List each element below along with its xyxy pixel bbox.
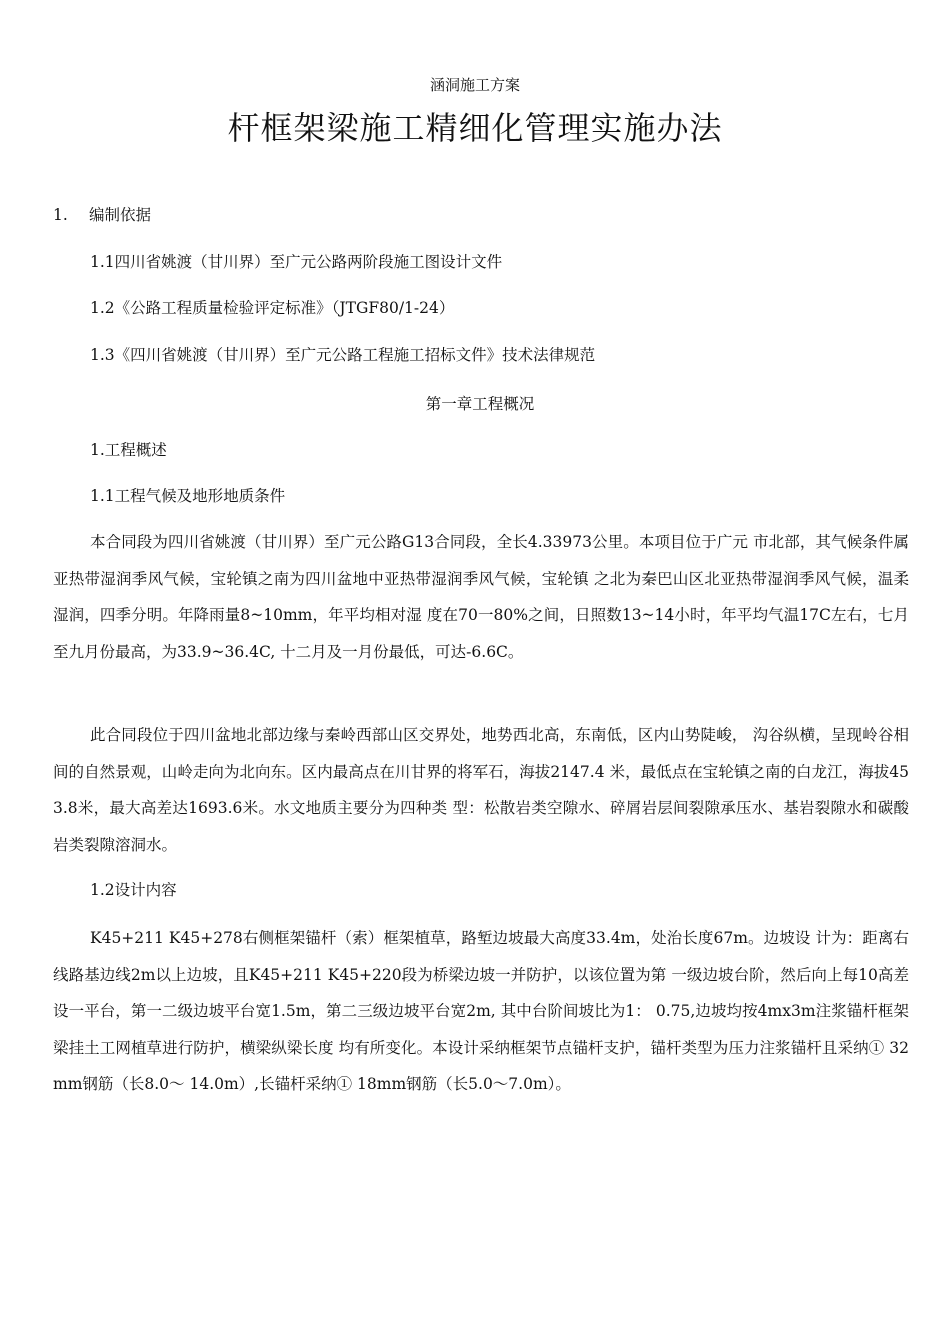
basis-item-3: 1.3《四川省姚渡（甘川界）至广元公路工程施工招标文件》技术法律规范 — [90, 346, 596, 364]
section-1-number: 1. — [53, 206, 68, 224]
climate-paragraph: 本合同段为四川省姚渡（甘川界）至广元公路G13合同段，全长4.33973公里。本项目位于广元 市北部，其气候条件属亚热带湿润季风气候，宝轮镇之南为四川盆地中亚热带湿润季风气候，宝轮镇 之北为秦巴山区北亚热带湿润季风气候，温柔湿润，四季分明。年降雨量8~10mm，年平均相对湿 度在70一80%之间，日照数13~14小时，年平均气温17C左右，七月至九月份最高，为33.9~36.4C, 十二月及一月份最低，可达-6.6C。 — [53, 533, 909, 661]
section-1-title: 编制依据 — [89, 206, 152, 224]
document-title: 杆框架梁施工精细化管理实施办法 — [227, 109, 723, 147]
section-1-heading — [53, 203, 151, 227]
geology-paragraph: 此合同段位于四川盆地北部边缘与秦岭西部山区交界处，地势西北高，东南低，区内山势陡峻， 沟谷纵横，呈现岭谷相间的自然景观，山岭走向为北向东。区内最高点在川甘界的将军石，海拔2147.4 米，最低点在宝轮镇之南的白龙江，海拔453.8米，最大高差达1693.6米。水文地质主要分为四种类 型：松散岩类空隙水、碎屑岩层间裂隙承压水、基岩裂隙水和碳酸岩类裂隙溶洞水。 — [53, 726, 909, 854]
overview-heading: 1.工程概述 — [90, 441, 167, 459]
chapter-1-title: 第一章工程概况 — [425, 395, 535, 413]
document-header-label: 涵洞施工方案 — [429, 76, 520, 94]
basis-item-2: 1.2《公路工程质量检验评定标准》（JTGF80/1-24） — [90, 299, 455, 317]
climate-heading: 1.1工程气候及地形地质条件 — [90, 487, 286, 505]
design-heading: 1.2设计内容 — [90, 881, 177, 899]
basis-item-1: 1.1四川省姚渡（甘川界）至广元公路两阶段施工图设计文件 — [90, 253, 503, 271]
design-paragraph: K45+211 K45+278右侧框架锚杆（索）框架植草，路堑边坡最大高度33.4m，处治长度67m。边坡设 计为：距离右线路基边线2m以上边坡，且K45+211 K45+220段为桥梁边坡一并防护，以该位置为第 一级边坡台阶，然后向上每10高差设一平台，第一二级边坡平台宽1.5m，第二三级边坡平台宽2m, 其中台阶间坡比为1： 0.75,边坡均按4mx3m注浆锚杆框架梁挂土工网植草进行防护，横梁纵梁长度 均有所变化。本设计采纳框架节点锚杆支护，锚杆类型为压力注浆锚杆且采纳① 32mm钢筋（长8.0〜 14.0m）,长锚杆采纳① 18mm钢筋（长5.0〜7.0m）。 — [53, 929, 909, 1093]
